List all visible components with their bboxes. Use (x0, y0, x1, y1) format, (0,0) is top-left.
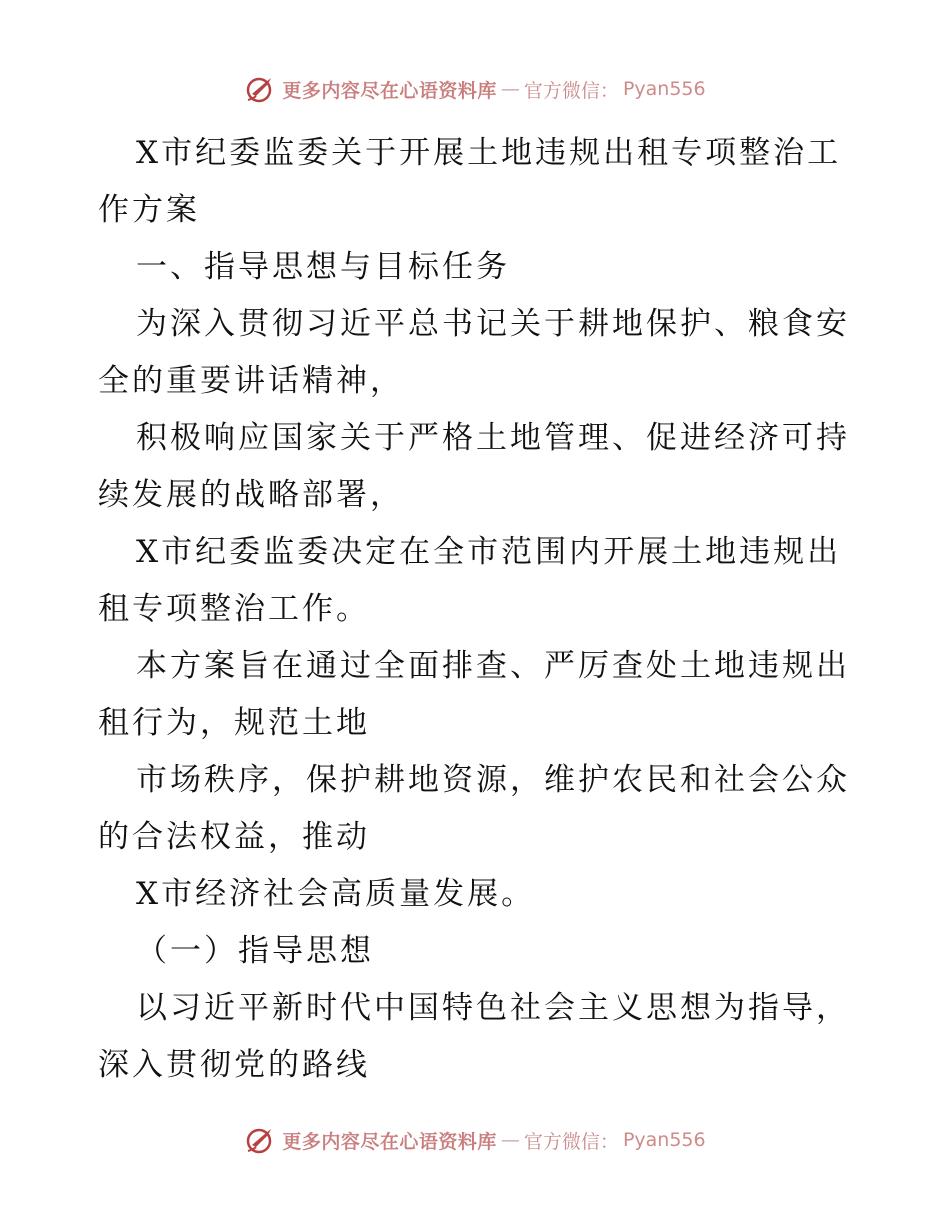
watermark-brand: 更多内容尽在心语资料库 (282, 1130, 497, 1153)
subsection-heading: （一）指导思想 (136, 933, 374, 969)
document-body (98, 125, 858, 1094)
paragraph-line: 租专项整治工作。 (98, 591, 370, 627)
watermark-official-label: 官方微信： (523, 79, 619, 102)
section-heading: 一、指导思想与目标任务 (136, 249, 510, 285)
watermark-wechat-id: Pyan556 (622, 78, 706, 100)
paragraph-line: 全的重要讲话精神， (98, 363, 404, 399)
watermark-header (0, 74, 950, 104)
document-title-line: 作方案 (98, 192, 200, 228)
watermark-brand: 更多内容尽在心语资料库 (282, 79, 497, 102)
brush-logo-icon (244, 1125, 278, 1155)
watermark-official-label: 官方微信： (523, 1130, 619, 1153)
paragraph-line: 市场秩序，保护耕地资源，维护农民和社会公众 (136, 762, 850, 798)
watermark-footer (0, 1125, 950, 1155)
document-title-line: X市纪委监委关于开展土地违规出租专项整治工 (136, 135, 842, 171)
paragraph-line: 积极响应国家关于严格土地管理、促进经济可持 (136, 420, 850, 456)
paragraph-line: 的合法权益，推动 (98, 819, 370, 855)
paragraph-line: 以习近平新时代中国特色社会主义思想为指导， (136, 990, 850, 1026)
watermark-wechat-id: Pyan556 (622, 1129, 706, 1151)
paragraph-line: 本方案旨在通过全面排查、严厉查处土地违规出 (136, 648, 850, 684)
paragraph-line: X市经济社会高质量发展。 (136, 876, 536, 912)
paragraph-line: X市纪委监委决定在全市范围内开展土地违规出 (136, 534, 842, 570)
watermark-dash: — (500, 1129, 520, 1151)
paragraph-line: 为深入贯彻习近平总书记关于耕地保护、粮食安 (136, 306, 850, 342)
brush-logo-icon (244, 74, 278, 104)
paragraph-line: 续发展的战略部署， (98, 477, 404, 513)
paragraph-line: 深入贯彻党的路线 (98, 1047, 370, 1083)
paragraph-line: 租行为，规范土地 (98, 705, 370, 741)
watermark-dash: — (500, 78, 520, 100)
